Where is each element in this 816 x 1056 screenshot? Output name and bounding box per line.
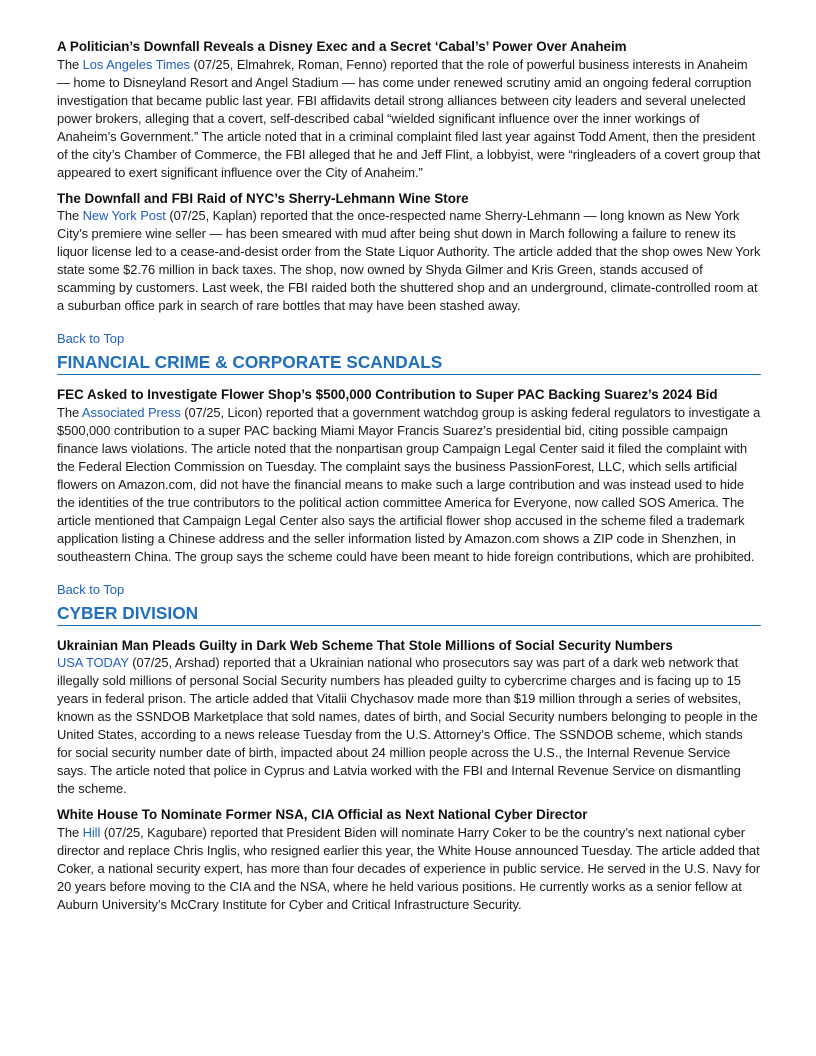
article-prefix: The — [57, 404, 82, 420]
article-body — [57, 404, 761, 566]
source-link-associated-press[interactable]: Associated Press — [81, 404, 181, 420]
article-anaheim — [57, 38, 761, 182]
back-to-top-link[interactable]: Back to Top — [57, 331, 125, 346]
article-fec-flower-shop — [57, 386, 761, 566]
article-title: FEC Asked to Investigate Flower Shop’s $500,000 Contribution to Super PAC Backing Suarez’s 2024 Bid — [57, 387, 718, 402]
article-body — [57, 654, 761, 798]
article-prefix: The — [57, 824, 83, 840]
source-link-hill[interactable]: Hill — [82, 824, 101, 840]
article-title: White House To Nominate Former NSA, CIA Official as Next National Cyber Director — [57, 807, 588, 822]
article-title: The Downfall and FBI Raid of NYC’s Sherry-Lehmann Wine Store — [57, 190, 469, 206]
article-ssndob — [57, 637, 761, 799]
newsletter-page — [57, 38, 761, 922]
article-sherry-lehmann — [57, 190, 761, 316]
article-body — [57, 56, 761, 182]
article-prefix: The — [57, 56, 83, 72]
section-heading-cyber-division: CYBER DIVISION — [57, 602, 761, 626]
section-heading-financial-crime: FINANCIAL CRIME & CORPORATE SCANDALS — [57, 351, 761, 375]
source-link-usa-today[interactable]: USA TODAY — [57, 655, 129, 670]
back-to-top-link[interactable]: Back to Top — [57, 581, 125, 597]
article-text: (07/25, Arshad) reported that a Ukrainian national who prosecutors say was part of a dark web network that illegally sold millions of personal Social Security numbers has pleaded guilty to cybercrime charges and is facing up to 15 years in federal prison. The article added that Vitalii Chychasov made more than $19 million through a series of websites, known as the SSNDOB Marketplace that sold names, dates of birth, and Social Security numbers belonging to people in the United States, according to a news release Tuesday from the U.S. Attorney’s Office. The SSNDOB scheme, which stands for social security number date of birth, impacted about 24 million people across the U.S., the Internal Revenue Service says. The article noted that police in Cyprus and Latvia worked with the FBI and Internal Revenue Service on dismantling the scheme. — [57, 655, 758, 796]
article-text: (07/25, Elmahrek, Roman, Fenno) reported that the role of powerful business interests in Anaheim — home to Disneyland Resort and Angel Stadium — has come under renewed scrutiny amid an ongoing federal corruption investigation that became public last year. FBI affidavits detail strong alliances between city leaders and several unelected power brokers, alleging that a covert, self-described cabal “wielded significant influence over the inner workings of Anaheim’s Government.” The article noted that in a criminal complaint filed last year against Todd Ament, then the president of the city’s Chamber of Commerce, the FBI alleged that he and Jeff Flint, a lobbyist, were “ringleaders of a covert group that appeared to exert significant influence over the City of Anaheim.” — [57, 56, 761, 180]
source-link-new-york-post[interactable]: New York Post — [82, 208, 166, 223]
article-text: (07/25, Kagubare) reported that President Biden will nominate Harry Coker to be the country’s next national cyber director and replace Chris Inglis, who resigned earlier this year, the White House announced Tuesday. The article added that Coker, a national security expert, has more than four decades of experience in public service. He served in the U.S. Navy for 20 years before moving to the CIA and the NSA, where he held various positions. He currently works as a senior fellow at Auburn University’s McCrary Institute for Cyber and Critical Infrastructure Security. — [57, 824, 761, 912]
article-text: (07/25, Licon) reported that a government watchdog group is asking federal regulators to investigate a $500,000 contribution to a super PAC backing Miami Mayor Francis Suarez’s presidential bid, citing possible campaign finance laws violations. The article noted that the nonpartisan group Campaign Legal Center said it filed the complaint with the Federal Election Commission on Tuesday. The complaint says the business PassionForest, LLC, which sells artificial flowers on Amazon.com, did not have the financial means to make such a large contribution and was instead used to hide the identities of the true contributors to the political action committee America for Everyone, now called SOS America. The article mentioned that Campaign Legal Center also says the artificial flower shop accused in the scheme filed a trademark application listing a Chinese address and the seller information listed by Amazon.com shows a ZIP code in Shenzhen, in southeastern China. The group says the scheme could have been meant to hide foreign contributions, which are prohibited. — [57, 404, 761, 564]
article-title: A Politician’s Downfall Reveals a Disney Exec and a Secret ‘Cabal’s’ Power Over Anaheim — [57, 39, 627, 54]
source-link-los-angeles-times[interactable]: Los Angeles Times — [82, 56, 190, 72]
article-body — [57, 207, 761, 315]
article-title: Ukrainian Man Pleads Guilty in Dark Web Scheme That Stole Millions of Social Security Numbers — [57, 637, 673, 653]
article-cyber-director — [57, 806, 761, 914]
article-body — [57, 824, 761, 914]
article-prefix: The — [57, 208, 83, 223]
article-text: (07/25, Kaplan) reported that the once-respected name Sherry-Lehmann — long known as New York City’s premiere wine seller — has been smeared with mud after being shut down in March following a failure to renew its liquor license led to a cease-and-desist order from the State Liquor Authority. The article added that the shop owes New York state some $2.76 million in back taxes. The shop, now owned by Shyda Gilmer and Kris Green, stands accused of scamming by customers. Last week, the FBI raided both the shuttered shop and an underground, climate-controlled room at a suburban office park in search of rare bottles that may have been stashed away. — [57, 208, 761, 313]
